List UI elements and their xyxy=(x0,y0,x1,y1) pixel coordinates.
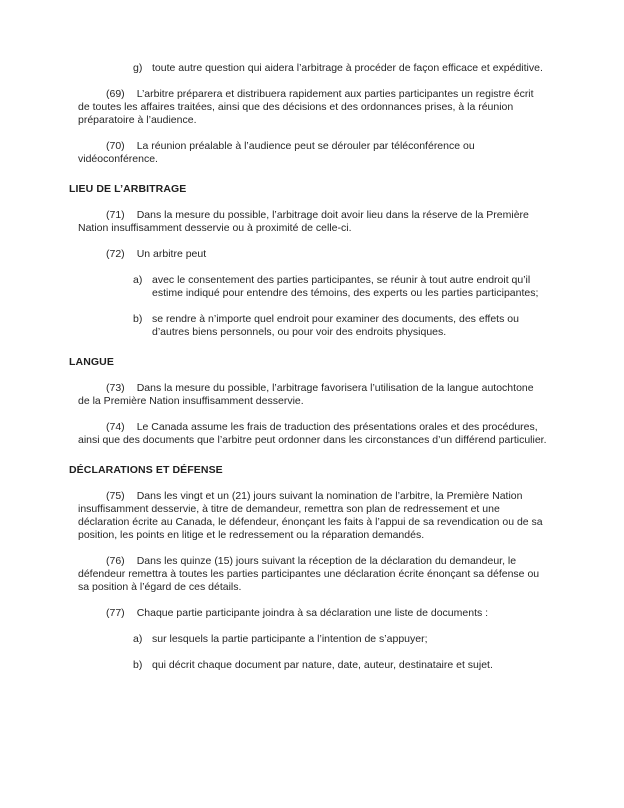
paragraph-70-number: (70) xyxy=(106,140,125,152)
clause-g xyxy=(133,62,548,75)
paragraph-75-text: Dans les vingt et un (21) jours suivant la nomination de l’arbitre, la Première Nation insuffisamment desservie, à titre de demandeur, remettra son plan de redressement et une déclaration écrite au Canada, le défendeur, énonçant les faits à l’appui de sa revendication ou de sa position, les points en litige et le redressement ou la réparation demandés. xyxy=(78,490,543,541)
paragraph-76-number: (76) xyxy=(106,555,125,567)
paragraph-70-text: La réunion préalable à l’audience peut se dérouler par téléconférence ou vidéoconférence. xyxy=(78,140,475,165)
paragraph-77-number: (77) xyxy=(106,607,125,619)
clause-72b-text: se rendre à n’importe quel endroit pour examiner des documents, des effets ou d’autres biens personnels, ou pour voir des endroits physiques. xyxy=(152,313,519,338)
paragraph-72-number: (72) xyxy=(106,248,125,260)
clause-g-text: toute autre question qui aidera l’arbitrage à procéder de façon efficace et expéditive. xyxy=(152,62,543,74)
paragraph-71 xyxy=(78,209,548,235)
clause-77a-text: sur lesquels la partie participante a l’intention de s’appuyer; xyxy=(152,633,428,645)
clause-77a-marker: a) xyxy=(133,633,143,645)
paragraph-77 xyxy=(78,607,548,620)
paragraph-73-number: (73) xyxy=(106,382,125,394)
heading-lieu-arbitrage: LIEU DE L’ARBITRAGE xyxy=(69,183,187,195)
paragraph-70 xyxy=(78,140,548,166)
paragraph-74-number: (74) xyxy=(106,421,125,433)
paragraph-75 xyxy=(78,490,548,542)
clause-g-marker: g) xyxy=(133,62,143,74)
clause-72b-marker: b) xyxy=(133,313,143,325)
paragraph-74-text: Le Canada assume les frais de traduction des présentations orales et des procédures, ainsi que des documents que l’arbitre peut ordonner dans les circonstances d’un différend particulier. xyxy=(78,421,547,446)
paragraph-77-text: Chaque partie participante joindra à sa déclaration une liste de documents : xyxy=(136,607,489,619)
paragraph-71-text: Dans la mesure du possible, l’arbitrage doit avoir lieu dans la réserve de la Première Nation insuffisamment desservie ou à proximité de celle-ci. xyxy=(78,209,529,234)
paragraph-71-number: (71) xyxy=(106,209,125,221)
paragraph-69-text: L’arbitre préparera et distribuera rapidement aux parties participantes un registre écrit de toutes les affaires traitées, ainsi que des décisions et des ordonnances prises, à la réunion préparatoire à l’audience. xyxy=(78,88,534,126)
clause-77b xyxy=(133,659,548,672)
clause-72b xyxy=(133,313,548,339)
clause-77b-text: qui décrit chaque document par nature, date, auteur, destinataire et sujet. xyxy=(152,659,493,671)
paragraph-73 xyxy=(78,382,548,408)
clause-72a-text: avec le consentement des parties participantes, se réunir à tout autre endroit qu’il estime indiqué pour entendre des témoins, des experts ou les parties participantes; xyxy=(152,274,539,299)
heading-declarations-defense: DÉCLARATIONS ET DÉFENSE xyxy=(69,464,223,476)
paragraph-75-number: (75) xyxy=(106,490,125,502)
paragraph-72-text: Un arbitre peut xyxy=(136,248,207,260)
paragraph-73-text: Dans la mesure du possible, l’arbitrage favorisera l’utilisation de la langue autochtone de la Première Nation insuffisamment desservie. xyxy=(78,382,534,407)
clause-72a xyxy=(133,274,548,300)
paragraph-74 xyxy=(78,421,548,447)
paragraph-76 xyxy=(78,555,548,594)
paragraph-72 xyxy=(78,248,548,261)
clause-77a xyxy=(133,633,548,646)
clause-72a-marker: a) xyxy=(133,274,143,286)
clause-77b-marker: b) xyxy=(133,659,143,671)
heading-langue: LANGUE xyxy=(69,356,114,368)
paragraph-69-number: (69) xyxy=(106,88,125,100)
paragraph-76-text: Dans les quinze (15) jours suivant la réception de la déclaration du demandeur, le défendeur remettra à toutes les parties participantes une déclaration écrite énonçant sa défense ou sa position à l’égard de ces détails. xyxy=(78,555,540,593)
paragraph-69 xyxy=(78,88,548,127)
